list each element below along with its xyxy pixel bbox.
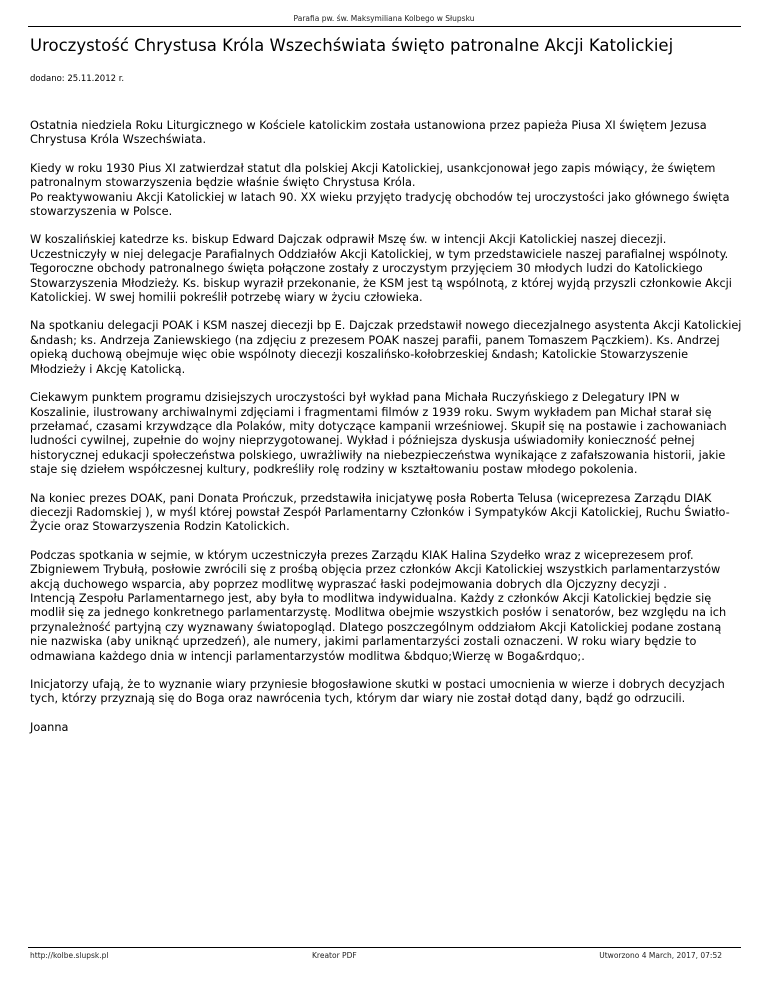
footer-generator: Kreator PDF — [312, 951, 357, 960]
footer-created: Utworzono 4 March, 2017, 07:52 — [599, 951, 722, 960]
article-paragraph: Ciekawym punktem programu dzisiejszych uroczystości był wykład pana Michała Ruczyńskiego z Delegatury IPN w Koszalinie, ilustrowany archiwalnymi zdjęciami i fragmentami filmów z 1939 roku. Swym wykładem pan Michał starał się przełamać, czasami krzywdzące dla Polaków, mity dotyczące kampanii wrześniowej. Skupił się na postawie i zachowaniach ludności cywilnej, zupełnie do wojny nieprzygotowanej. Wykład i późniejsza dyskusja uświadomiły konieczność pełnej historycznej edukacji społeczeństwa polskiego, uwrażliwiły na niebezpieczeństwa wynikające z zafałszowania historii, jakie staje się dziełem współczesnej kultury, podkreśliły rolę rodziny w kształtowaniu postaw młodego pokolenia. — [30, 391, 727, 477]
site-header-title: Parafia pw. św. Maksymiliana Kolbego w Słupsku — [293, 14, 475, 23]
article-paragraph: Podczas spotkania w sejmie, w którym uczestniczyła prezes Zarządu KIAK Halina Szydełko wraz z wiceprezesem prof. Zbigniewem Trybułą, posłowie zwrócili się z prośbą objęcia przez członków Akcji Katolickiej wszystkich parlamentarzystów akcją duchowego wsparcia, aby poprzez modlitwę wypraszać łaski podejmowania dobrych dla Ojczyzny decyzji . Intencją Zespołu Parlamentarnego jest, aby była to modlitwa indywidualna. Każdy z członków Akcji Katolickiej będzie się modlił się za jednego konkretnego parlamentarzystę. Modlitwa obejmie wszystkich posłów i senatorów, bez względu na ich przynależność partyjną czy wyznawany światopogląd. Dlatego poszczególnym oddziałom Akcji Katolickiej podane zostaną nie nazwiska (aby uniknąć uprzedzeń), ale numery, jakimi parlamentarzyści zostali oznaczeni. W roku wiary będzie to odmawiana każdego dnia w intencji parlamentarzystów modlitwa &bdquo;Wierzę w Boga&rdquo;. — [30, 548, 727, 663]
article-paragraph: Kiedy w roku 1930 Pius XI zatwierdzał statut dla polskiej Akcji Katolickiej, usankcjonował jego zapis mówiący, że świętem patronalnym stowarzyszenia będzie właśnie święto Chrystusa Króla. Po reaktywowaniu Akcji Katolickiej w latach 90. XX wieku przyjęto tradycję obchodów tej uroczystości jako głównego święta stowarzyszenia w Polsce. — [30, 161, 730, 219]
footer-divider — [28, 947, 741, 948]
footer-url[interactable]: http://kolbe.slupsk.pl — [30, 951, 109, 960]
header-divider — [28, 26, 741, 27]
article-paragraph: Na koniec prezes DOAK, pani Donata Prończuk, przedstawiła inicjatywę posła Roberta Telusa (wiceprezesa Zarządu DIAK diecezji Radomskiej ), w myśl której powstał Zespół Parlamentarny Członków i Sympatyków Akcji Katolickiej, Ruchu Światło-Życie oraz Stowarzyszenia Rodzin Katolickich. — [30, 491, 730, 534]
article-title: Uroczystość Chrystusa Króla Wszechświata święto patronalne Akcji Katolickiej — [30, 36, 674, 55]
article-paragraph: Joanna — [30, 720, 69, 734]
article-body — [30, 119, 742, 749]
article-date: dodano: 25.11.2012 r. — [30, 74, 125, 84]
article-paragraph: Na spotkaniu delegacji POAK i KSM naszej diecezji bp E. Dajczak przedstawił nowego diecezjalnego asystenta Akcji Katolickiej &ndash; ks. Andrzeja Zaniewskiego (na zdjęciu z prezesem POAK naszej parafii, panem Tomaszem Pączkiem). Ks. Andrzej opieką duchową obejmuje więc obie wspólnoty diecezji koszalińsko-kołobrzeskiej &ndash; Katolickie Stowarzyszenie Młodzieży i Akcję Katolicką. — [30, 319, 742, 376]
article-paragraph: Inicjatorzy ufają, że to wyznanie wiary przyniesie błogosławione skutki w postaci umocnienia w wierze i dobrych decyzjach tych, którzy przyznają się do Boga oraz nawrócenia tych, którym dar wiary nie został dotąd dany, bądź go odrzucili. — [30, 678, 725, 706]
article-paragraph: W koszalińskiej katedrze ks. biskup Edward Dajczak odprawił Mszę św. w intencji Akcji Katolickiej naszej diecezji. Uczestniczyły w niej delegacje Parafialnych Oddziałów Akcji Katolickiej, w tym przedstawiciele naszej parafialnej wspólnoty. Tegoroczne obchody patronalnego święta połączone zostały z uroczystym przyjęciem 30 młodych ludzi do Katolickiego Stowarzyszenia Młodzieży. Ks. biskup wyraził przekonanie, że KSM jest tą wspólnotą, z której wyjdą przyszli członkowie Akcji Katolickiej. W swej homilii pokreślił potrzebę wiary w życiu człowieka. — [30, 233, 732, 305]
article-paragraph: Ostatnia niedziela Roku Liturgicznego w Kościele katolickim została ustanowiona przez papieża Piusa XI świętem Jezusa Chrystusa Króla Wszechświata. — [30, 119, 707, 147]
